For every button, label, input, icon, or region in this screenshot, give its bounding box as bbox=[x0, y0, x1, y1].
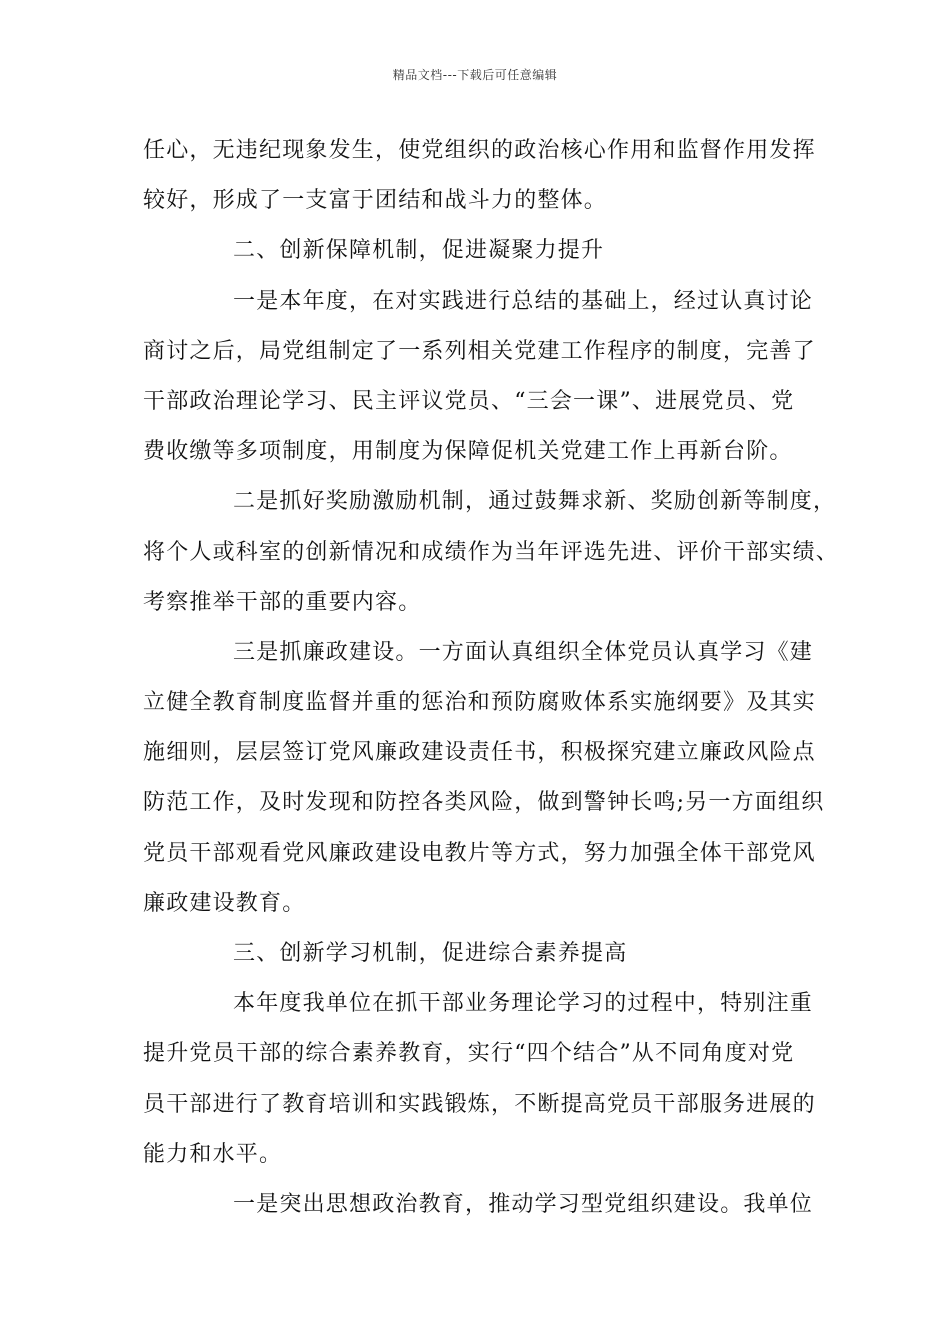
text-line: 较好，形成了一支富于团结和战斗力的整体。 bbox=[143, 188, 608, 214]
text-line: 二、创新保障机制，促进凝聚力提升 bbox=[233, 238, 605, 264]
text-line: 立健全教育制度监督并重的惩治和预防腐败体系实施纲要》及其实 bbox=[143, 690, 816, 716]
document-body bbox=[143, 126, 840, 1230]
text-line: 提升党员干部的综合素养教育，实行“四个结合”从不同角度对党 bbox=[143, 1041, 795, 1067]
text-line: 三、创新学习机制，促进综合素养提高 bbox=[233, 941, 628, 966]
text-line: 将个人或科室的创新情况和成绩作为当年评选先进、评价干部实绩、 bbox=[143, 539, 840, 565]
text-line: 商讨之后，局党组制定了一系列相关党建工作程序的制度，完善了 bbox=[143, 338, 816, 364]
text-line: 三是抓廉政建设。一方面认真组织全体党员认真学习《建 bbox=[233, 639, 814, 665]
text-line: 能力和水平。 bbox=[143, 1141, 283, 1167]
text-line: 党员干部观看党风廉政建设电教片等方式，努力加强全体干部党风 bbox=[143, 840, 816, 866]
text-line: 一是本年度，在对实践进行总结的基础上，经过认真讨论 bbox=[233, 288, 814, 314]
text-line: 防范工作，及时发现和防控各类风险，做到警钟长鸣;另一方面组织 bbox=[143, 790, 825, 816]
text-line: 本年度我单位在抓干部业务理论学习的过程中，特别注重 bbox=[233, 991, 814, 1017]
text-line: 员干部进行了教育培训和实践锻炼，不断提高党员干部服务进展的 bbox=[143, 1091, 816, 1117]
text-line: 一是突出思想政治教育，推动学习型党组织建设。我单位 bbox=[233, 1191, 814, 1217]
text-line: 任心，无违纪现象发生，使党组织的政治核心作用和监督作用发挥 bbox=[143, 138, 816, 163]
text-line: 考察推举干部的重要内容。 bbox=[143, 589, 422, 615]
text-line: 施细则，层层签订党风廉政建设责任书，积极探究建立廉政风险点 bbox=[143, 740, 816, 766]
text-line: 费收缴等多项制度，用制度为保障促机关党建工作上再新台阶。 bbox=[143, 439, 793, 465]
page-header: 精品文档---下载后可任意编辑 bbox=[392, 68, 558, 82]
text-line: 廉政建设教育。 bbox=[143, 890, 306, 916]
text-line: 干部政治理论学习、民主评议党员、“三会一课”、进展党员、党 bbox=[143, 388, 795, 414]
text-line: 二是抓好奖励激励机制，通过鼓舞求新、奖励创新等制度， bbox=[233, 489, 837, 515]
